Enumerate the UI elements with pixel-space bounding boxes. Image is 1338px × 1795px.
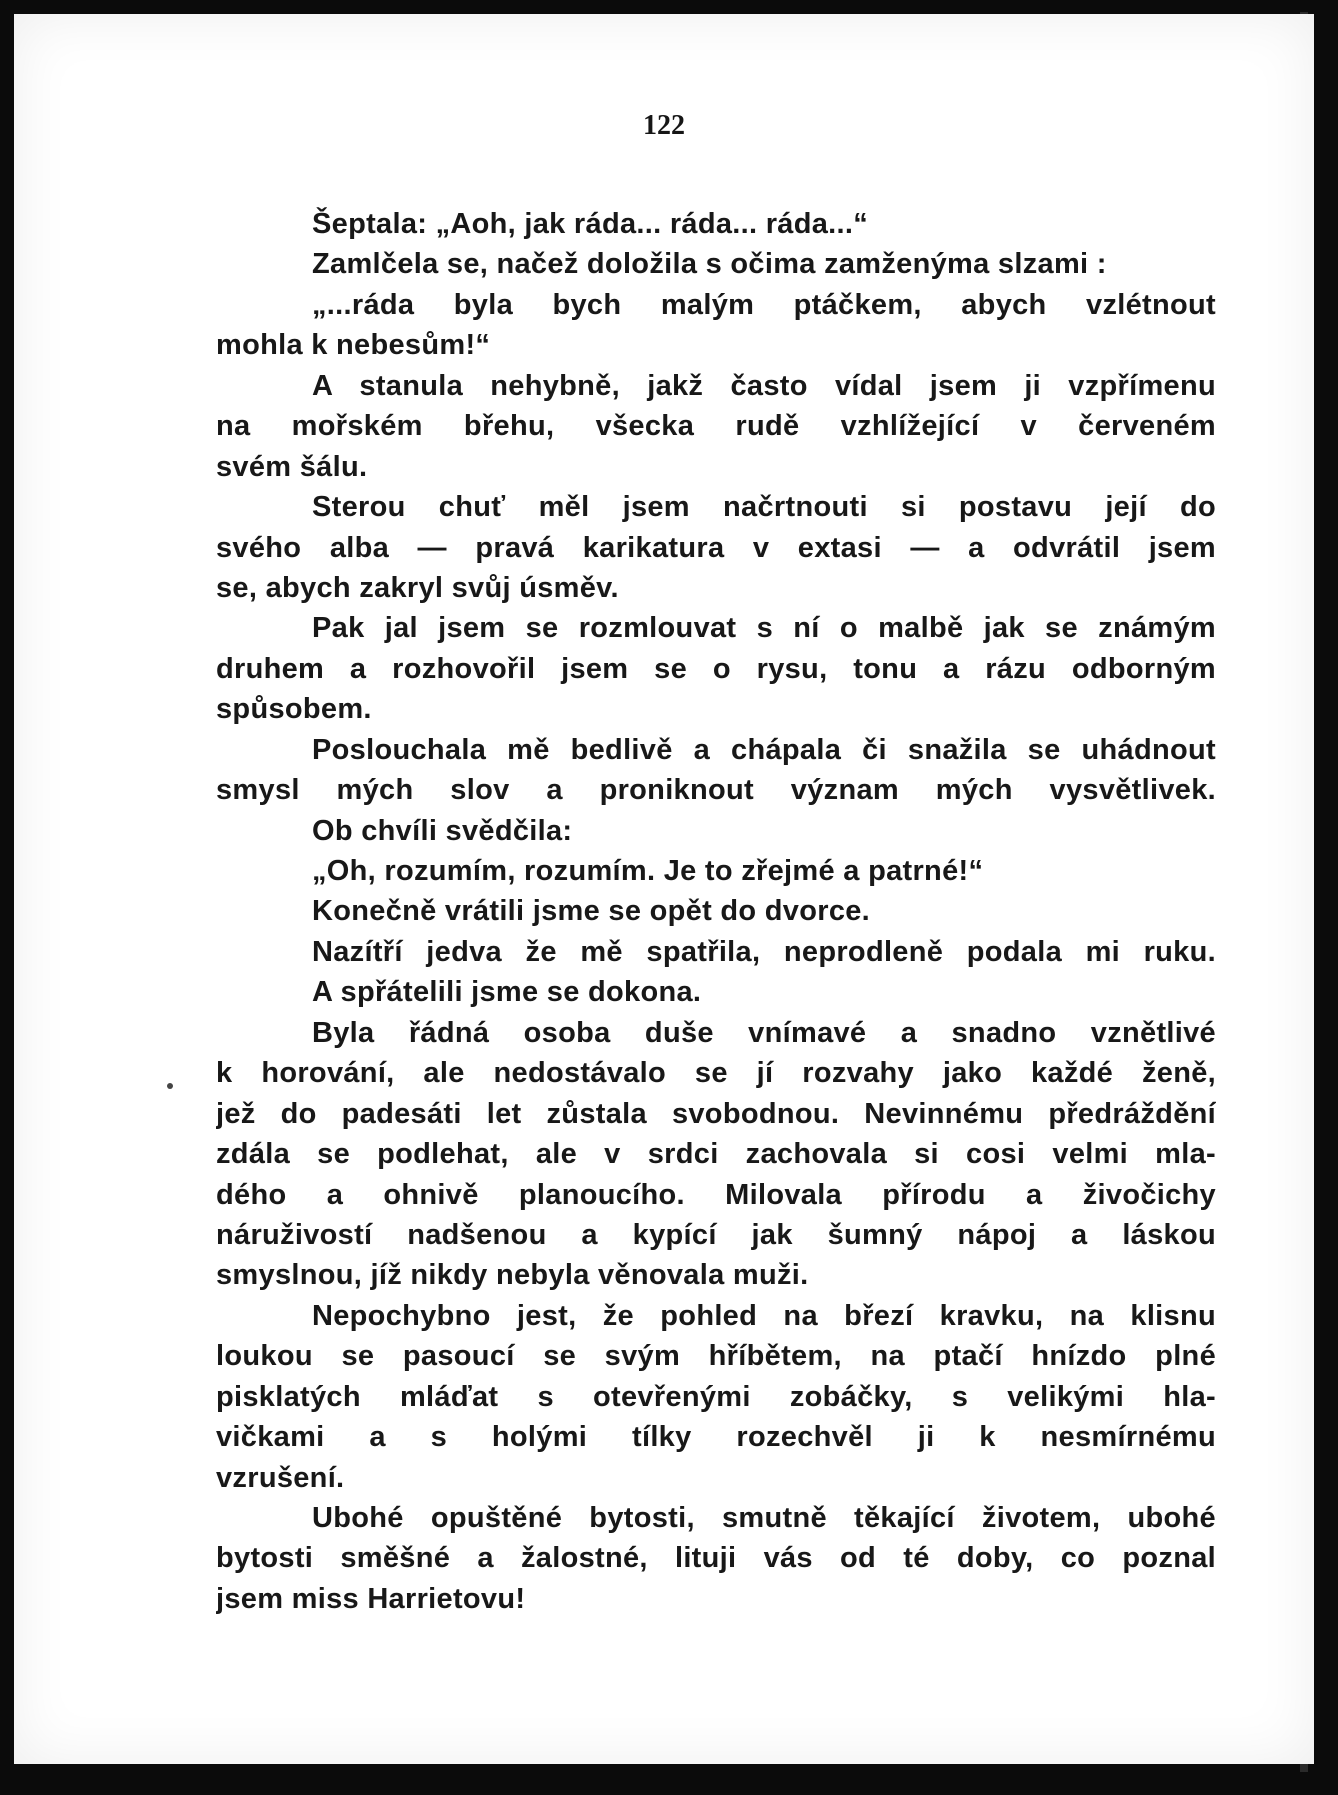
text-line: Pak jal jsem se rozmlouvat s ní o malbě jak se známým	[312, 612, 1216, 645]
page-number: 122	[643, 110, 685, 141]
text-line: Poslouchala mě bedlivě a chápala či snažila se uhádnout	[312, 733, 1216, 766]
text-line: jsem miss Harrietovu!	[216, 1582, 526, 1615]
text-line: Ob chvíli svědčila:	[312, 814, 573, 847]
text-line: A spřátelili jsme se dokona.	[312, 976, 702, 1009]
text-line: na mořském břehu, všecka rudě vzhlížející v červeném	[216, 410, 1216, 443]
text-line: vzrušení.	[216, 1461, 345, 1494]
text-line: druhem a rozhovořil jsem se o rysu, tonu a rázu odborným	[216, 652, 1216, 685]
text-line: náruživostí nadšenou a kypící jak šumný nápoj a láskou	[216, 1218, 1216, 1251]
text-line: Šeptala: „Aoh, jak ráda... ráda... ráda...“	[312, 208, 869, 240]
text-line: jež do padesáti let zůstala svobodnou. Nevinnému předráždění	[216, 1097, 1216, 1130]
text-line: se, abych zakryl svůj úsměv.	[216, 571, 619, 604]
text-line: k horování, ale nedostávalo se jí rozvahy jako každé ženě,	[216, 1057, 1216, 1090]
text-line: svého alba — pravá karikatura v extasi — a odvrátil jsem	[216, 531, 1216, 564]
text-line: spůsobem.	[216, 693, 372, 726]
text-line: A stanula nehybně, jakž často vídal jsem ji vzpřímenu	[312, 369, 1216, 402]
text-line: Byla řádná osoba duše vnímavé a snadno vznětlivé	[312, 1016, 1216, 1049]
text-line: dého a ohnivě planoucího. Milovala přírodu a živočichy	[216, 1178, 1216, 1211]
text-line: pisklatých mláďat s otevřenými zobáčky, s velikými hla-	[216, 1380, 1216, 1413]
text-line: loukou se pasoucí se svým hříbětem, na ptačí hnízdo plné	[216, 1340, 1216, 1373]
text-line: „...ráda byla bych malým ptáčkem, abych vzlétnout	[312, 288, 1216, 321]
text-line: Nazítří jedva že mě spatřila, neprodleně podala mi ruku.	[312, 935, 1216, 968]
text-line: bytosti směšné a žalostné, lituji vás od té doby, co poznal	[216, 1542, 1216, 1575]
body-text	[216, 204, 1216, 1619]
text-line: Zamlčela se, načež doložila s očima zamženýma slzami :	[312, 248, 1107, 281]
text-line: smyslnou, jíž nikdy nebyla věnovala muži.	[216, 1259, 809, 1292]
text-line: „Oh, rozumím, rozumím. Je to zřejmé a patrné!“	[312, 855, 984, 887]
text-line: mohla k nebesům!“	[216, 329, 491, 362]
text-line: Nepochybno jest, že pohled na březí kravku, na klisnu	[312, 1299, 1216, 1332]
text-line: Sterou chuť měl jsem načrtnouti si postavu její do	[312, 491, 1216, 524]
text-line: smysl mých slov a proniknout význam mých vysvětlivek.	[216, 774, 1216, 807]
text-line: Konečně vrátili jsme se opět do dvorce.	[312, 895, 871, 928]
book-page	[14, 14, 1314, 1764]
text-line: vičkami a s holými tílky rozechvěl ji k nesmírnému	[216, 1421, 1216, 1454]
print-speck	[167, 1083, 173, 1089]
text-line: zdála se podlehat, ale v srdci zachovala si cosi velmi mla-	[216, 1138, 1216, 1171]
text-line: Ubohé opuštěné bytosti, smutně těkající životem, ubohé	[312, 1502, 1216, 1534]
text-line: svém šálu.	[216, 450, 368, 483]
